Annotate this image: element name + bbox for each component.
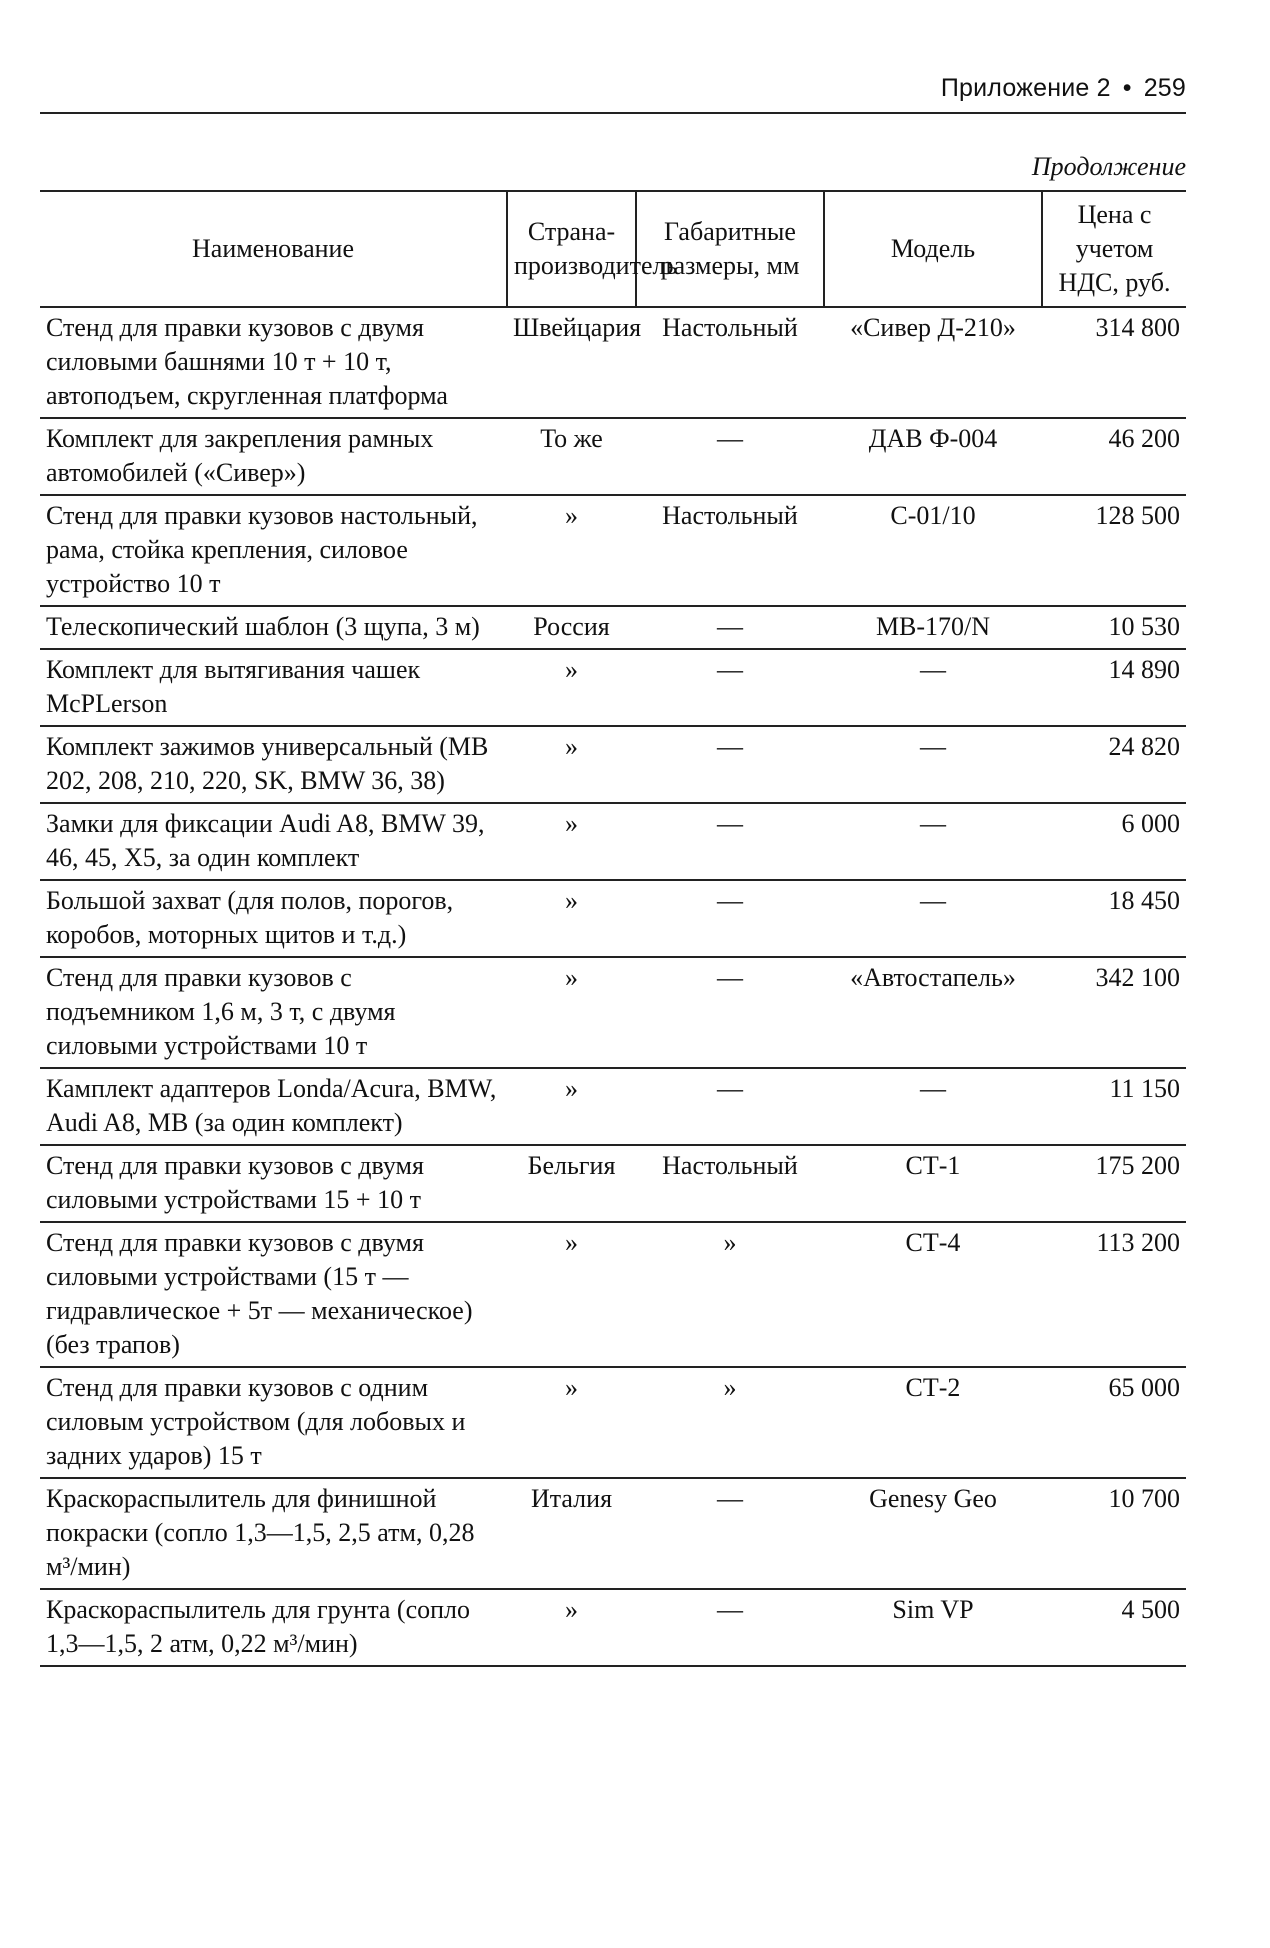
cell-country: »: [507, 1589, 636, 1666]
cell-name: Стенд для правки кузовов с подъемником 1,6 м, 3 т, с двумя силовыми устройствами 10 т: [40, 957, 507, 1068]
cell-price: 128 500: [1042, 495, 1186, 606]
cell-name: Стенд для правки кузовов с двумя силовыми башнями 10 т + 10 т, автоподъем, скругленная платформа: [40, 307, 507, 418]
cell-price: 46 200: [1042, 418, 1186, 495]
cell-name: Стенд для правки кузовов с двумя силовыми устройствами (15 т — гидравлическое + 5т — механическое) (без трапов): [40, 1222, 507, 1367]
cell-name: Стенд для правки кузовов с одним силовым устройством (для лобовых и задних ударов) 15 т: [40, 1367, 507, 1478]
cell-price: 113 200: [1042, 1222, 1186, 1367]
cell-model: СТ-1: [824, 1145, 1042, 1222]
cell-country: »: [507, 649, 636, 726]
cell-name: Комплект для закрепления рамных автомобилей («Сивер»): [40, 418, 507, 495]
cell-model: С-01/10: [824, 495, 1042, 606]
cell-size: Настольный: [636, 495, 824, 606]
cell-size: —: [636, 1068, 824, 1145]
table-row: [40, 307, 1186, 418]
cell-model: —: [824, 880, 1042, 957]
table-row: [40, 606, 1186, 649]
table-row: [40, 649, 1186, 726]
table-header-row: [40, 191, 1186, 307]
cell-country: То же: [507, 418, 636, 495]
cell-name: Замки для фиксации Audi A8, BMW 39, 46, 45, X5, за один комплект: [40, 803, 507, 880]
cell-size: —: [636, 957, 824, 1068]
column-header-name: Наименование: [40, 191, 507, 307]
separator-dot: •: [1122, 74, 1132, 102]
table-row: [40, 726, 1186, 803]
column-header-country: Страна-производитель: [507, 191, 636, 307]
cell-country: »: [507, 726, 636, 803]
table-row: [40, 1367, 1186, 1478]
cell-size: —: [636, 1589, 824, 1666]
cell-size: »: [636, 1367, 824, 1478]
cell-price: 11 150: [1042, 1068, 1186, 1145]
table-row: [40, 1145, 1186, 1222]
column-header-size: Габаритные размеры, мм: [636, 191, 824, 307]
cell-model: «Автостапель»: [824, 957, 1042, 1068]
cell-country: Италия: [507, 1478, 636, 1589]
cell-model: СТ-2: [824, 1367, 1042, 1478]
cell-name: Стенд для правки кузовов настольный, рама, стойка крепления, силовое устройство 10 т: [40, 495, 507, 606]
cell-size: Настольный: [636, 307, 824, 418]
cell-price: 314 800: [1042, 307, 1186, 418]
continued-label: Продолжение: [1031, 152, 1186, 181]
cell-model: СТ-4: [824, 1222, 1042, 1367]
table-row: [40, 1589, 1186, 1666]
cell-price: 14 890: [1042, 649, 1186, 726]
cell-size: —: [636, 649, 824, 726]
table-row: [40, 1222, 1186, 1367]
cell-country: »: [507, 957, 636, 1068]
cell-name: Телескопический шаблон (3 щупа, 3 м): [40, 606, 507, 649]
cell-size: »: [636, 1222, 824, 1367]
equipment-table: [40, 190, 1186, 1667]
cell-country: Швейцария: [507, 307, 636, 418]
cell-country: »: [507, 1367, 636, 1478]
table-body: [40, 307, 1186, 1666]
table-row: [40, 880, 1186, 957]
cell-country: Бельгия: [507, 1145, 636, 1222]
cell-model: Sim VP: [824, 1589, 1042, 1666]
cell-country: Россия: [507, 606, 636, 649]
cell-size: —: [636, 803, 824, 880]
table-row: [40, 1068, 1186, 1145]
cell-name: Большой захват (для полов, порогов, коробов, моторных щитов и т.д.): [40, 880, 507, 957]
cell-model: МВ-170/N: [824, 606, 1042, 649]
table-row: [40, 495, 1186, 606]
column-header-price: Цена с учетом НДС, руб.: [1042, 191, 1186, 307]
cell-country: »: [507, 1068, 636, 1145]
cell-name: Стенд для правки кузовов с двумя силовыми устройствами 15 + 10 т: [40, 1145, 507, 1222]
cell-name: Краскораспылитель для грунта (сопло 1,3—1,5, 2 атм, 0,22 м³/мин): [40, 1589, 507, 1666]
cell-price: 4 500: [1042, 1589, 1186, 1666]
cell-price: 10 530: [1042, 606, 1186, 649]
cell-size: —: [636, 726, 824, 803]
cell-model: ДАВ Ф-004: [824, 418, 1042, 495]
cell-name: Комплект зажимов универсальный (МВ 202, 208, 210, 220, SK, BMW 36, 38): [40, 726, 507, 803]
cell-size: —: [636, 418, 824, 495]
cell-model: —: [824, 649, 1042, 726]
cell-price: 342 100: [1042, 957, 1186, 1068]
cell-name: Камплект адаптеров Londa/Acura, BMW, Audi A8, MB (за один комплект): [40, 1068, 507, 1145]
cell-country: »: [507, 803, 636, 880]
cell-name: Комплект для вытягивания чашек McPLerson: [40, 649, 507, 726]
cell-model: —: [824, 803, 1042, 880]
cell-price: 6 000: [1042, 803, 1186, 880]
cell-size: —: [636, 606, 824, 649]
table-row: [40, 418, 1186, 495]
cell-price: 65 000: [1042, 1367, 1186, 1478]
cell-model: Genesy Geo: [824, 1478, 1042, 1589]
column-header-model: Модель: [824, 191, 1042, 307]
cell-model: —: [824, 726, 1042, 803]
cell-price: 24 820: [1042, 726, 1186, 803]
cell-country: »: [507, 495, 636, 606]
cell-model: «Сивер Д-210»: [824, 307, 1042, 418]
section-title: Приложение 2: [940, 74, 1111, 102]
cell-country: »: [507, 1222, 636, 1367]
cell-name: Краскораспылитель для финишной покраски (сопло 1,3—1,5, 2,5 атм, 0,28 м³/мин): [40, 1478, 507, 1589]
cell-size: —: [636, 880, 824, 957]
page-number: 259: [1143, 74, 1186, 102]
cell-size: —: [636, 1478, 824, 1589]
cell-model: —: [824, 1068, 1042, 1145]
cell-country: »: [507, 880, 636, 957]
running-head: [941, 74, 1186, 103]
table-row: [40, 957, 1186, 1068]
cell-price: 18 450: [1042, 880, 1186, 957]
table-row: [40, 1478, 1186, 1589]
cell-price: 175 200: [1042, 1145, 1186, 1222]
cell-size: Настольный: [636, 1145, 824, 1222]
table-row: [40, 803, 1186, 880]
cell-price: 10 700: [1042, 1478, 1186, 1589]
header-rule: [40, 112, 1186, 114]
